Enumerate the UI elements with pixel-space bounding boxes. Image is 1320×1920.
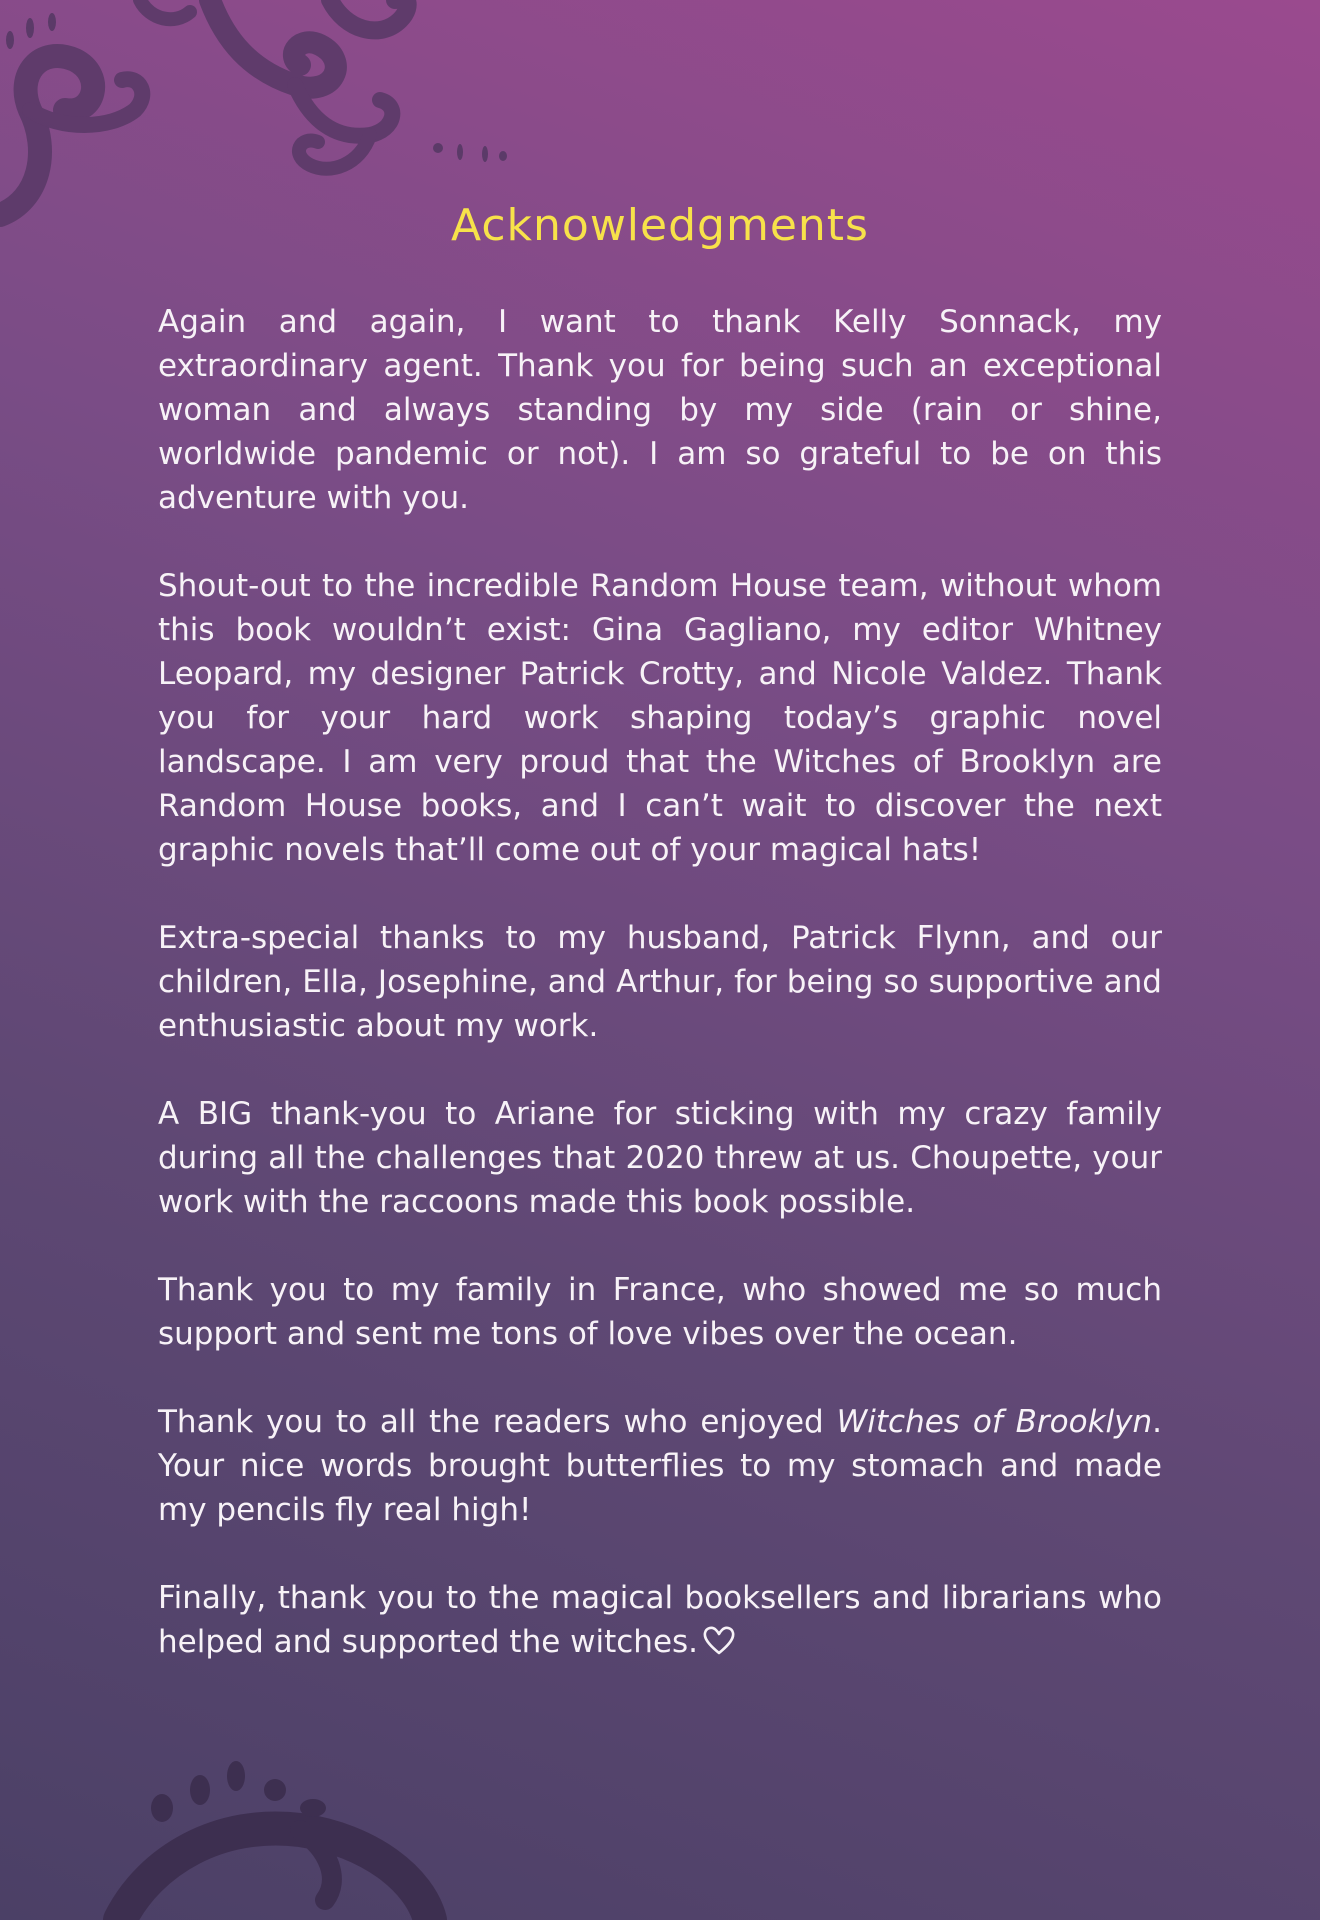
acknowledgments-text [158,300,1162,1708]
bottom-swirl-vine-icon [120,1828,430,1920]
top-swirl-vine-icon [0,0,408,215]
paragraph-family: Extra-special thanks to my husband, Patrick Flynn, and our children, Ella, Josephine, and Arthur, for being so supportive and enthusiastic about my work. [158,920,1162,1044]
book-title-reference: Witches of Brooklyn [836,1404,1153,1440]
readers-text-start: Thank you to all the readers who enjoyed [158,1404,837,1440]
paragraph-readers [158,1400,1162,1532]
page-title: Acknowledgments [451,200,869,251]
readers-text-end: . Your nice words brought butterflies to my stomach and made my pencils fly real high! [158,1404,1162,1528]
paragraph-booksellers [158,1576,1162,1664]
paragraph-agent: Again and again, I want to thank Kelly Sonnack, my extraordinary agent. Thank you for being such an exceptional woman and always standing by my side (rain or shine, worldwide pandemic or not). I am so grateful to be on this adventure with you. [158,304,1162,516]
booksellers-text: Finally, thank you to the magical booksellers and librarians who helped and supported the witches. [158,1580,1162,1660]
heart-outline-icon [702,1624,736,1656]
paragraph-family-france: Thank you to my family in France, who showed me so much support and sent me tons of love vibes over the ocean. [158,1272,1162,1352]
paragraph-ariane: A BIG thank-you to Ariane for sticking with my crazy family during all the challenges that 2020 threw at us. Choupette, your work with the raccoons made this book possible. [158,1096,1162,1220]
paragraph-publisher-team: Shout-out to the incredible Random House team, without whom this book wouldn’t exist: Gina Gagliano, my editor Whitney Leopard, my designer Patrick Crotty, and Nicole Valdez. Thank you for your hard work shaping today’s graphic novel landscape. I am very proud that the Witches of Brooklyn are Random House books, and I can’t wait to discover the next graphic novels that’ll come out of your magical hats! [158,568,1162,868]
